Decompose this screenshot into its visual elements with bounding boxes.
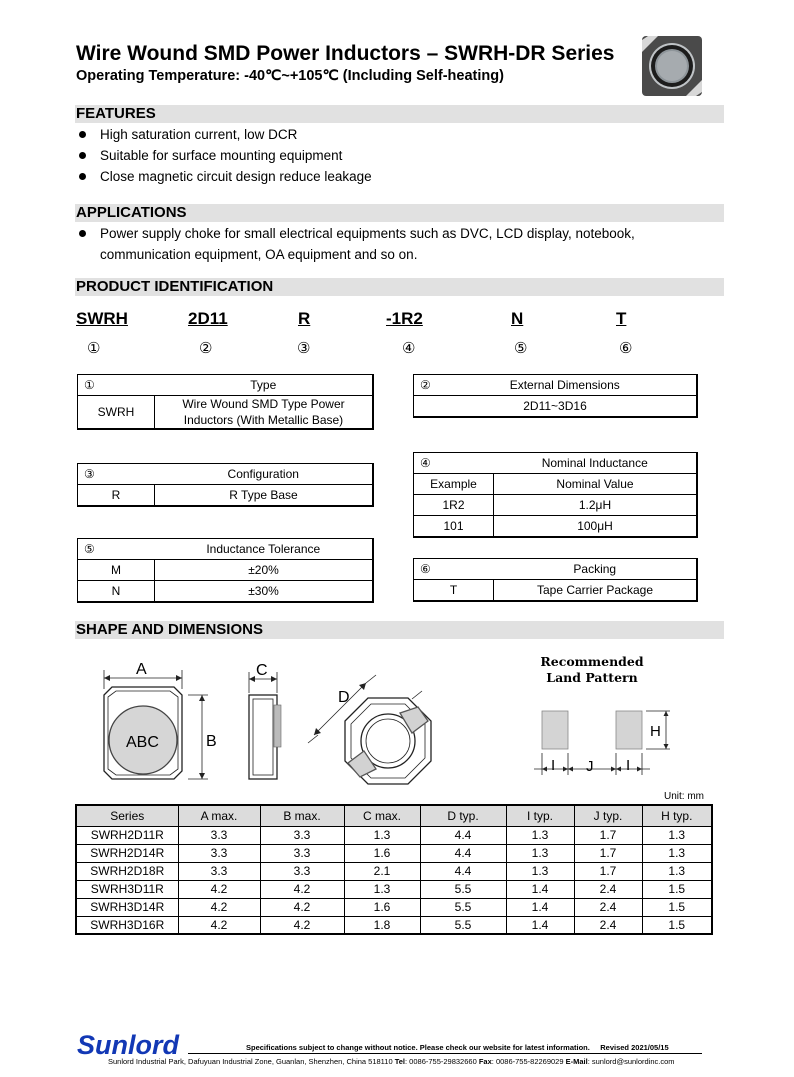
product-id-section-header bbox=[75, 278, 724, 296]
table-cell: 4.2 bbox=[260, 898, 344, 916]
table-title: Configuration bbox=[155, 464, 374, 485]
shape-heading: SHAPE AND DIMENSIONS bbox=[76, 621, 263, 638]
table-cell: 3.3 bbox=[178, 862, 260, 880]
product-id-heading: PRODUCT IDENTIFICATION bbox=[76, 278, 274, 295]
table-cell: 1.3 bbox=[642, 844, 712, 862]
inductor-photo bbox=[640, 34, 704, 98]
feature-item: High saturation current, low DCR bbox=[78, 124, 372, 145]
nominal-inductance-table bbox=[413, 452, 698, 538]
land-label-h: H bbox=[650, 723, 661, 740]
feature-item: Close magnetic circuit design reduce leakage bbox=[78, 166, 372, 187]
dimension-drawing bbox=[90, 655, 450, 790]
footer-address: Sunlord Industrial Park, Dafuyuan Industrial Zone, Guanlan, Shenzhen, China 518110 Tel: 0086-755-29832660 Fax: 0086-755-82269029 E-Mail: sunlord@sunlordinc.com bbox=[108, 1057, 675, 1066]
table-cell: 1.4 bbox=[506, 898, 574, 916]
table-cell: SWRH2D18R bbox=[76, 862, 178, 880]
table-cell: 5.5 bbox=[420, 898, 506, 916]
page-title: Wire Wound SMD Power Inductors – SWRH-DR Series bbox=[76, 42, 615, 65]
table-number: ⑤ bbox=[78, 539, 155, 560]
table-cell: 1.3 bbox=[506, 826, 574, 844]
col-h: H typ. bbox=[642, 805, 712, 826]
footer-divider bbox=[188, 1053, 702, 1054]
table-cell: 5.5 bbox=[420, 880, 506, 898]
config-code: R bbox=[78, 485, 155, 506]
table-cell: SWRH3D14R bbox=[76, 898, 178, 916]
table-cell: SWRH3D16R bbox=[76, 916, 178, 934]
col-i: I typ. bbox=[506, 805, 574, 826]
table-number: ① bbox=[78, 375, 155, 396]
applications-section-header bbox=[75, 204, 724, 222]
col-a: A max. bbox=[178, 805, 260, 826]
label-abc: ABC bbox=[126, 734, 159, 751]
inductance-col-value: Nominal Value bbox=[494, 474, 698, 495]
table-number: ② bbox=[414, 375, 434, 396]
table-cell: 1.3 bbox=[642, 862, 712, 880]
table-cell: 1.3 bbox=[506, 844, 574, 862]
table-cell: 1.3 bbox=[506, 862, 574, 880]
revision-date: Revised 2021/05/15 bbox=[600, 1043, 669, 1052]
table-cell: 2.4 bbox=[574, 880, 642, 898]
table-cell: 1.5 bbox=[642, 898, 712, 916]
table-row bbox=[76, 826, 712, 844]
dimensions-value: 2D11~3D16 bbox=[414, 396, 698, 417]
table-cell: 1.6 bbox=[344, 844, 420, 862]
packing-description: Tape Carrier Package bbox=[494, 580, 698, 601]
table-cell: SWRH2D14R bbox=[76, 844, 178, 862]
label-d: D bbox=[338, 689, 350, 706]
footer-note: Specifications subject to change without notice. Please check our website for latest information. Revised 2021/05/15 bbox=[246, 1043, 669, 1052]
table-number: ③ bbox=[78, 464, 155, 485]
application-line-2: communication equipment, OA equipment and so on. bbox=[100, 247, 418, 262]
table-cell: 1.3 bbox=[344, 826, 420, 844]
pid-num-5: ⑤ bbox=[514, 340, 528, 357]
table-row bbox=[76, 862, 712, 880]
configuration-table bbox=[77, 463, 374, 507]
table-number: ④ bbox=[414, 453, 494, 474]
brand-logo: Sunlord bbox=[77, 1030, 179, 1060]
col-d: D typ. bbox=[420, 805, 506, 826]
table-title: Nominal Inductance bbox=[494, 453, 698, 474]
table-cell: SWRH2D11R bbox=[76, 826, 178, 844]
application-item bbox=[78, 223, 635, 265]
unit-label: Unit: mm bbox=[664, 791, 704, 802]
table-cell: 2.1 bbox=[344, 862, 420, 880]
features-section-header bbox=[75, 105, 724, 123]
type-description: Wire Wound SMD Type Power Inductors (With Metallic Base) bbox=[155, 396, 374, 430]
feature-item: Suitable for surface mounting equipment bbox=[78, 145, 372, 166]
pid-code-dimension: 2D11 bbox=[188, 309, 228, 328]
table-row bbox=[76, 844, 712, 862]
inductance-col-example: Example bbox=[414, 474, 494, 495]
shape-section-header bbox=[75, 621, 724, 639]
table-cell: 1.8 bbox=[344, 916, 420, 934]
features-list bbox=[78, 124, 372, 187]
table-cell: 3.3 bbox=[260, 826, 344, 844]
table-number: ⑥ bbox=[414, 559, 494, 580]
table-row bbox=[76, 880, 712, 898]
table-cell: 2.4 bbox=[574, 916, 642, 934]
table-cell: 1.3 bbox=[344, 880, 420, 898]
tolerance-table bbox=[77, 538, 374, 603]
pid-code-inductance: -1R2 bbox=[386, 309, 423, 328]
pid-num-4: ④ bbox=[402, 340, 416, 357]
table-cell: 1.6 bbox=[344, 898, 420, 916]
table-cell: 1.4 bbox=[506, 880, 574, 898]
applications-list bbox=[78, 223, 635, 265]
pid-num-3: ③ bbox=[297, 340, 311, 357]
table-cell: 5.5 bbox=[420, 916, 506, 934]
table-cell: 1.7 bbox=[574, 862, 642, 880]
table-cell: 4.2 bbox=[178, 880, 260, 898]
pid-code-series: SWRH bbox=[76, 309, 128, 328]
table-row: M ±20% bbox=[78, 560, 374, 581]
packing-table bbox=[413, 558, 698, 602]
application-line-1: Power supply choke for small electrical equipments such as DVC, LCD display, notebook, bbox=[100, 226, 635, 241]
table-header-row bbox=[76, 805, 712, 826]
table-cell: 4.2 bbox=[178, 898, 260, 916]
pid-code-config: R bbox=[298, 309, 311, 328]
col-b: B max. bbox=[260, 805, 344, 826]
config-description: R Type Base bbox=[155, 485, 374, 506]
table-row: 101 100μH bbox=[414, 516, 698, 537]
type-table bbox=[77, 374, 374, 430]
table-cell: 4.4 bbox=[420, 862, 506, 880]
pid-num-6: ⑥ bbox=[619, 340, 633, 357]
pid-code-packing: T bbox=[616, 309, 627, 328]
table-cell: 4.2 bbox=[260, 880, 344, 898]
pid-num-1: ① bbox=[87, 340, 101, 357]
pid-code-tolerance: N bbox=[511, 309, 524, 328]
features-heading: FEATURES bbox=[76, 105, 156, 122]
land-label-i1: I bbox=[551, 757, 556, 774]
table-row bbox=[76, 898, 712, 916]
table-row: 1R2 1.2μH bbox=[414, 495, 698, 516]
table-cell: 3.3 bbox=[260, 844, 344, 862]
external-dimensions-table bbox=[413, 374, 698, 418]
land-label-j: J bbox=[586, 758, 594, 775]
pid-num-2: ② bbox=[199, 340, 213, 357]
table-cell: 4.4 bbox=[420, 844, 506, 862]
table-cell: 1.4 bbox=[506, 916, 574, 934]
table-cell: 1.7 bbox=[574, 826, 642, 844]
table-row: N ±30% bbox=[78, 581, 374, 602]
land-pattern-drawing bbox=[530, 705, 680, 780]
col-c: C max. bbox=[344, 805, 420, 826]
table-cell: 1.5 bbox=[642, 880, 712, 898]
table-cell: 4.2 bbox=[260, 916, 344, 934]
table-title: Inductance Tolerance bbox=[155, 539, 374, 560]
table-cell: 3.3 bbox=[178, 826, 260, 844]
col-series: Series bbox=[76, 805, 178, 826]
table-cell: 2.4 bbox=[574, 898, 642, 916]
table-cell: 1.7 bbox=[574, 844, 642, 862]
label-b: B bbox=[206, 733, 217, 750]
table-cell: 4.4 bbox=[420, 826, 506, 844]
label-c: C bbox=[256, 662, 268, 679]
table-title: Packing bbox=[494, 559, 698, 580]
land-label-i2: I bbox=[626, 757, 631, 774]
table-cell: 1.3 bbox=[642, 826, 712, 844]
type-code: SWRH bbox=[78, 396, 155, 430]
table-cell: 3.3 bbox=[260, 862, 344, 880]
land-pattern-title: Recommended Land Pattern bbox=[540, 654, 644, 685]
packing-code: T bbox=[414, 580, 494, 601]
table-title: Type bbox=[155, 375, 374, 396]
table-cell: 1.5 bbox=[642, 916, 712, 934]
table-cell: SWRH3D11R bbox=[76, 880, 178, 898]
table-cell: 3.3 bbox=[178, 844, 260, 862]
table-cell: 4.2 bbox=[178, 916, 260, 934]
col-j: J typ. bbox=[574, 805, 642, 826]
label-a: A bbox=[136, 661, 147, 678]
operating-temperature: Operating Temperature: -40℃~+105℃ (Including Self-heating) bbox=[76, 68, 504, 84]
dimensions-table bbox=[75, 804, 713, 935]
table-row bbox=[76, 916, 712, 934]
applications-heading: APPLICATIONS bbox=[76, 204, 187, 221]
table-title: External Dimensions bbox=[434, 375, 698, 396]
